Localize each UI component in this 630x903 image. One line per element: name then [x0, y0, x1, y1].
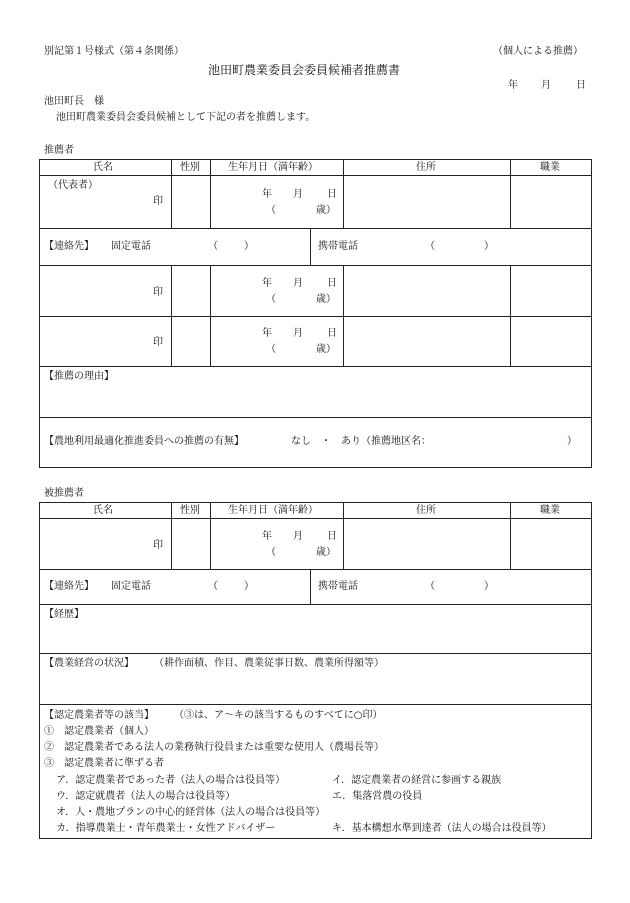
reason-label: 【推薦の理由】 [44, 371, 114, 382]
header-sex: 性別 [180, 162, 200, 173]
age-close: 歳） [316, 294, 336, 305]
birth-day: 日 [327, 531, 337, 542]
farming-note: （耕作面積、作目、農業従事日数、農業所得額等） [154, 658, 384, 669]
landline-open: （ [208, 581, 218, 592]
mobile-close: ） [484, 241, 494, 252]
certified-sub-item: キ．基本構想水準到達者（法人の場合は役員等） [332, 823, 552, 834]
farming-label: 【農業経営の状況】 [44, 658, 134, 669]
recommender-section-title: 推薦者 [44, 145, 74, 156]
optimization-close: ） [567, 436, 577, 447]
landline-label: 固定電話 [111, 241, 151, 252]
mobile-open: （ [425, 241, 435, 252]
date-month: 月 [541, 80, 551, 91]
history-label: 【経歴】 [44, 609, 84, 620]
seal-mark: 印 [153, 337, 163, 348]
certified-sub-item: エ．集落営農の役員 [332, 791, 423, 802]
page-title: 池田町農業委員会委員候補者推薦書 [208, 63, 401, 77]
intro-text: 池田町農業委員会委員候補として下記の者を推薦します。 [56, 112, 316, 123]
contact-label: 【連絡先】 [44, 581, 94, 592]
birth-month: 月 [293, 189, 303, 200]
contact-label: 【連絡先】 [44, 241, 94, 252]
age-close: 歳） [316, 344, 336, 355]
seal-mark: 印 [153, 196, 163, 207]
optimization-label: 【農地利用最適化推進委員への推薦の有無】 [44, 436, 244, 447]
birth-year: 年 [262, 328, 272, 339]
landline-label: 固定電話 [111, 581, 151, 592]
form-type: （個人による推薦） [493, 46, 583, 57]
header-sex: 性別 [180, 505, 200, 516]
birth-year: 年 [262, 189, 272, 200]
certified-sub-item: カ．指導農業士・青年農業士・女性アドバイザー [56, 823, 276, 834]
birth-month: 月 [293, 278, 303, 289]
date-year: 年 [508, 80, 518, 91]
header-address: 住所 [416, 162, 436, 173]
mobile-close: ） [484, 581, 494, 592]
certified-sub-item: イ．認定農業者の経営に参画する親族 [332, 775, 502, 786]
seal-mark: 印 [153, 287, 163, 298]
birth-day: 日 [327, 278, 337, 289]
landline-close: ） [244, 581, 254, 592]
birth-year: 年 [262, 531, 272, 542]
header-name: 氏名 [93, 505, 113, 516]
certified-item: ② 認定農業者である法人の業務執行役員または重要な使用人（農場長等） [44, 742, 384, 753]
birth-month: 月 [293, 531, 303, 542]
landline-close: ） [244, 241, 254, 252]
age-open: （ [266, 547, 276, 558]
certified-note: （③は、ア～キの該当するものすべてに○印） [174, 710, 383, 721]
header-address: 住所 [416, 505, 436, 516]
birth-day: 日 [327, 328, 337, 339]
certified-sub-item: ウ．認定就農者（法人の場合は役員等） [56, 791, 236, 802]
birth-year: 年 [262, 278, 272, 289]
addressee: 池田町長 様 [44, 96, 104, 107]
birth-month: 月 [293, 328, 303, 339]
certified-item: ① 認定農業者（個人） [44, 726, 154, 737]
age-close: 歳） [316, 547, 336, 558]
header-birth: 生年月日（満年齢） [228, 162, 318, 173]
header-job: 職業 [540, 162, 560, 173]
header-name: 氏名 [93, 162, 113, 173]
age-open: （ [266, 205, 276, 216]
form-label: 別記第１号様式（第４条関係） [44, 46, 184, 57]
mobile-open: （ [425, 581, 435, 592]
mobile-label: 携帯電話 [318, 241, 358, 252]
nominee-section-title: 被推薦者 [44, 488, 84, 499]
age-close: 歳） [316, 205, 336, 216]
seal-mark: 印 [153, 540, 163, 551]
rep-label: （代表者） [48, 180, 98, 191]
birth-day: 日 [327, 189, 337, 200]
optimization-options: なし ・ あり（推薦地区名： [291, 436, 431, 447]
certified-sub-item: オ．人・農地プランの中心的経営体（法人の場合は役員等） [56, 807, 326, 818]
mobile-label: 携帯電話 [318, 581, 358, 592]
age-open: （ [266, 344, 276, 355]
certified-item: ③ 認定農業者に準ずる者 [44, 758, 164, 769]
header-birth: 生年月日（満年齢） [228, 505, 318, 516]
date-day: 日 [576, 80, 586, 91]
header-job: 職業 [540, 505, 560, 516]
age-open: （ [266, 294, 276, 305]
certified-label: 【認定農業者等の該当】 [44, 710, 154, 721]
certified-sub-item: ア．認定農業者であった者（法人の場合は役員等） [56, 775, 286, 786]
landline-open: （ [208, 241, 218, 252]
